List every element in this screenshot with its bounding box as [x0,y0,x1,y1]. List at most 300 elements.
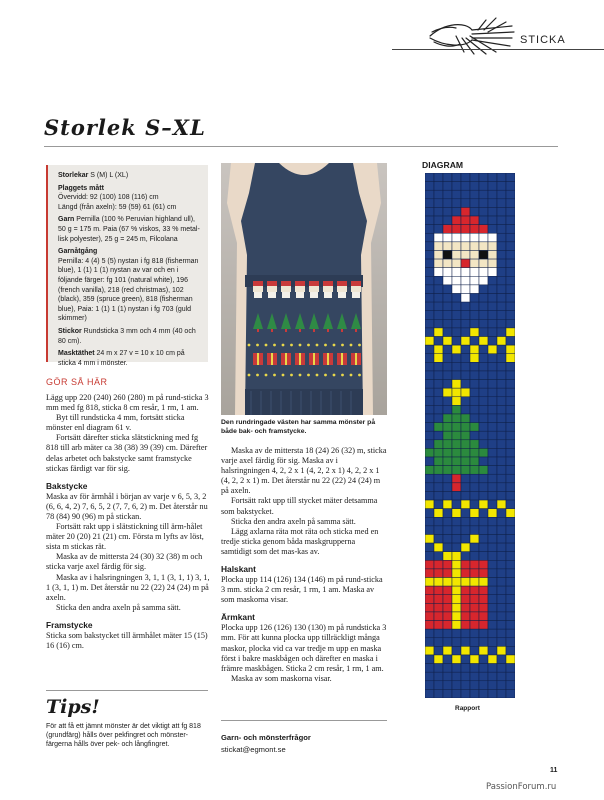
chart-cell [488,603,497,612]
chart-cell [470,328,479,337]
chart-cell [506,207,515,216]
chart-cell [461,466,470,475]
armkant-text [221,623,387,684]
gift-ribbon-motif [299,353,301,365]
chart-cell [470,612,479,621]
knitting-chart [425,173,515,703]
chart-cell [434,380,443,389]
chart-cell [497,182,506,191]
chart-cell [443,517,452,526]
chart-cell [425,595,434,604]
chart-cell [425,664,434,673]
chart-cell [461,646,470,655]
chart-cell [488,543,497,552]
chart-cell [506,509,515,518]
chart-cell [479,586,488,595]
chart-cell [488,431,497,440]
chart-cell [425,646,434,655]
chart-cell [506,638,515,647]
santa-hat-motif [323,281,333,286]
spec-item [58,184,202,213]
chart-cell [470,182,479,191]
chart-cell [470,362,479,371]
chart-cell [470,586,479,595]
chart-cell [506,233,515,242]
chart-cell [488,517,497,526]
chart-cell [425,190,434,199]
chart-cell [497,621,506,630]
chart-cell [506,474,515,483]
chart-cell [470,354,479,363]
chart-cell [506,354,515,363]
tips-text: För att få ett jämnt mönster är det viktigt att fg 818 (grundfärg) hålls över pekfingret och mönster-färgerna hålls över pek- och långfingret. [46,723,201,749]
chart-cell [434,276,443,285]
chart-cell [470,560,479,569]
tree-trunk-motif [257,329,259,332]
chart-cell [506,500,515,509]
chart-cell [434,337,443,346]
chart-cell [425,629,434,638]
chart-cell [425,259,434,268]
chart-cell [443,595,452,604]
chart-cell [425,173,434,182]
chart-cell [434,612,443,621]
chart-cell [479,268,488,277]
chart-cell [425,448,434,457]
chart-cell [461,397,470,406]
chart-cell [497,603,506,612]
chart-cell [434,190,443,199]
chart-cell [452,664,461,673]
chart-cell [488,440,497,449]
chart-cell [425,362,434,371]
chart-cell [443,380,452,389]
chart-cell [506,431,515,440]
framstycke-heading: Framstycke [46,619,93,630]
chart-cell [488,672,497,681]
santa-hat-motif [267,281,277,286]
chart-cell [425,534,434,543]
chart-cell [443,664,452,673]
chart-cell [479,319,488,328]
chart-cell [443,233,452,242]
dot-motif [350,344,353,347]
chart-cell [425,638,434,647]
spec-item [58,327,202,346]
chart-cell [488,552,497,561]
chart-cell [479,423,488,432]
chart-cell [434,560,443,569]
chart-cell [434,474,443,483]
chart-cell [479,276,488,285]
chart-cell [470,293,479,302]
chart-cell [497,268,506,277]
dot-motif [299,374,302,377]
chart-cell [488,345,497,354]
chart-cell [461,689,470,698]
chart-cell [479,552,488,561]
santa-face-motif [253,286,263,292]
chart-cell [443,483,452,492]
chart-cell [443,216,452,225]
chart-cell [461,638,470,647]
chart-cell [479,509,488,518]
chart-cell [452,638,461,647]
chart-cell [452,526,461,535]
paragraph: Plocka upp 126 (126) 130 (130) m på rundsticka 3 mm. För att kunna plocka upp tillräckligt många maskor, plocka vid ca var tredje m upp en maska först i bakre maskbågen och därefter en maska i främre maskbågen. Sticka 2 cm resår, 1 rm, 1 am. [221,623,387,673]
chart-cell [434,466,443,475]
chart-cell [479,199,488,208]
chart-cell [452,242,461,251]
chart-cell [497,646,506,655]
chart-cell [425,371,434,380]
chart-cell [443,354,452,363]
chart-cell [488,216,497,225]
chart-cell [443,311,452,320]
spec-label: Garnåtgång [58,248,98,256]
chart-cell [452,362,461,371]
chart-cell [443,302,452,311]
chart-cell [479,638,488,647]
chart-cell [470,672,479,681]
chart-cell [506,681,515,690]
chart-cell [479,414,488,423]
chart-cell [488,414,497,423]
chart-cell [479,474,488,483]
chart-cell [470,483,479,492]
chart-cell [506,173,515,182]
chart-cell [434,233,443,242]
chart-cell [470,689,479,698]
chart-cell [425,552,434,561]
chart-cell [479,225,488,234]
chart-cell [461,448,470,457]
chart-cell [434,242,443,251]
chart-cell [479,681,488,690]
spec-label: Masktäthet [58,350,95,358]
chart-cell [479,526,488,535]
chart-cell [488,681,497,690]
chart-cell [497,216,506,225]
chart-cell [497,509,506,518]
chart-cell [488,595,497,604]
chart-cell [506,526,515,535]
chart-cell [497,423,506,432]
gift-ribbon-motif [313,353,315,365]
instructions-left-column [46,377,212,651]
title-rule [44,146,558,147]
chart-cell [452,207,461,216]
dot-motif [290,374,293,377]
chart-cell [470,250,479,259]
chart-cell [479,285,488,294]
chart-cell [425,225,434,234]
chart-cell [443,569,452,578]
chart-cell [488,629,497,638]
chart-cell [488,448,497,457]
dot-motif [282,374,285,377]
dot-motif [324,374,327,377]
chart-cell [425,457,434,466]
chart-cell [470,233,479,242]
chart-cell [488,207,497,216]
chart-cell [443,689,452,698]
chart-cell [506,552,515,561]
chart-cell [452,509,461,518]
chart-cell [425,345,434,354]
chart-cell [497,293,506,302]
santa-hat-motif [253,281,263,286]
chart-cell [425,500,434,509]
contact-email-link[interactable]: stickat@egmont.se [221,745,286,754]
chart-cell [488,621,497,630]
chart-cell [488,354,497,363]
tree-trunk-motif [355,329,357,332]
spec-item [58,171,202,181]
chart-cell [425,578,434,587]
santa-face-motif [337,286,347,292]
chart-cell [479,621,488,630]
chart-cell [461,250,470,259]
chart-cell [452,483,461,492]
framstycke-text [46,631,212,651]
chart-cell [434,225,443,234]
chart-cell [488,560,497,569]
chart-cell [434,552,443,561]
chart-cell [506,345,515,354]
chart-cell [425,681,434,690]
chart-cell [461,182,470,191]
chart-cell [425,293,434,302]
chart-cell [470,664,479,673]
chart-cell [434,259,443,268]
chart-cell [506,483,515,492]
chart-cell [443,457,452,466]
chart-cell [479,216,488,225]
chart-cell [425,526,434,535]
chart-cell [452,621,461,630]
chart-cell [443,543,452,552]
santa-face-motif [323,286,333,292]
chart-cell [434,397,443,406]
paragraph: Maska av som maskorna visar. [231,673,332,683]
chart-cell [506,362,515,371]
chart-cell [434,509,443,518]
chart-cell [425,311,434,320]
chart-cell [434,457,443,466]
chart-cell [488,285,497,294]
chart-cell [461,207,470,216]
chart-cell [434,517,443,526]
chart-cell [434,491,443,500]
chart-cell [443,681,452,690]
dot-motif [341,344,344,347]
santa-beard-motif [352,292,360,298]
chart-cell [497,491,506,500]
chart-cell [470,371,479,380]
chart-cell [452,397,461,406]
chart-cell [461,371,470,380]
chart-cell [497,285,506,294]
dot-motif [256,374,259,377]
chart-cell [425,483,434,492]
chart-cell [452,578,461,587]
chart-cell [470,423,479,432]
chart-cell [434,414,443,423]
chart-cell [488,612,497,621]
chart-cell [443,448,452,457]
section-label: STICKA [520,34,566,46]
chart-cell [506,216,515,225]
chart-cell [497,448,506,457]
chart-cell [497,405,506,414]
chart-cell [506,655,515,664]
chart-cell [425,182,434,191]
gift-ribbon-motif [341,353,343,365]
chart-cell [452,311,461,320]
chart-cell [479,569,488,578]
chart-cell [443,328,452,337]
chart-cell [497,371,506,380]
chart-cell [488,578,497,587]
chart-cell [488,225,497,234]
chart-cell [488,337,497,346]
chart-cell [452,182,461,191]
chart-cell [452,457,461,466]
santa-hat-motif [309,281,319,286]
santa-face-motif [351,286,361,292]
chart-cell [497,689,506,698]
chart-cell [470,534,479,543]
chart-cell [452,655,461,664]
chart-cell [443,397,452,406]
chart-cell [470,681,479,690]
chart-cell [497,276,506,285]
chart-cell [479,173,488,182]
chart-cell [479,664,488,673]
chart-cell [461,225,470,234]
dot-motif [299,344,302,347]
chart-cell [470,397,479,406]
bakstycke-text [46,492,212,613]
chart-cell [443,500,452,509]
instructions-middle-column [221,446,387,684]
chart-cell [443,405,452,414]
chart-cell [479,517,488,526]
chart-cell [470,517,479,526]
chart-cell [443,552,452,561]
chart-cell [506,603,515,612]
chart-cell [470,276,479,285]
spec-label: Plaggets mått [58,184,104,192]
specs-box [46,165,208,367]
chart-cell [488,646,497,655]
dot-motif [265,374,268,377]
tree-trunk-motif [341,329,343,332]
tree-trunk-motif [299,329,301,332]
spec-value: Övervidd: 92 (100) 108 (116) cm Längd (från axeln): 59 (59) 61 (61) cm [58,194,177,211]
chart-cell [443,173,452,182]
chart-cell [497,225,506,234]
chart-cell [497,638,506,647]
chart-cell [506,285,515,294]
chart-cell [443,259,452,268]
chart-cell [443,440,452,449]
chart-cell [461,543,470,552]
chart-cell [470,388,479,397]
dot-motif [282,344,285,347]
chart-cell [443,534,452,543]
chart-cell [461,474,470,483]
tree-trunk-motif [313,329,315,332]
chart-cell [506,560,515,569]
chart-cell [452,337,461,346]
chart-cell [461,672,470,681]
chart-cell [497,233,506,242]
chart-cell [434,182,443,191]
chart-cell [479,560,488,569]
watermark: PassionForum.ru [486,782,557,792]
chart-cell [452,431,461,440]
chart-cell [452,388,461,397]
chart-cell [497,534,506,543]
chart-cell [479,483,488,492]
chart-cell [488,242,497,251]
chart-cell [479,380,488,389]
chart-cell [443,621,452,630]
chart-cell [497,199,506,208]
chart-cell [425,216,434,225]
chart-cell [461,345,470,354]
chart-cell [452,259,461,268]
chart-cell [470,199,479,208]
chart-cell [425,285,434,294]
chart-cell [470,431,479,440]
chart-cell [443,345,452,354]
chart-cell [488,276,497,285]
chart-cell [470,578,479,587]
chart-cell [452,603,461,612]
chart-cell [461,526,470,535]
chart-cell [506,646,515,655]
chart-cell [452,595,461,604]
chart-cell [434,629,443,638]
yarn-skein-icon [426,16,516,61]
chart-cell [425,474,434,483]
spec-item [58,215,202,244]
chart-cell [425,569,434,578]
chart-cell [452,250,461,259]
gift-ribbon-motif [327,353,329,365]
chart-cell [497,595,506,604]
chart-cell [461,259,470,268]
chart-cell [488,689,497,698]
chart-cell [497,466,506,475]
page-title: Storlek S–XL [44,115,206,140]
chart-cell [470,345,479,354]
spec-label: Garn [58,216,75,224]
chart-cell [479,672,488,681]
chart-cell [443,466,452,475]
chart-cell [461,362,470,371]
chart-cell [461,586,470,595]
chart-cell [470,509,479,518]
chart-cell [497,337,506,346]
chart-cell [461,337,470,346]
chart-cell [443,578,452,587]
paragraph: Lägg upp 220 (240) 260 (280) m på rund-sticka 3 mm med fg 818, sticka 8 cm resår, 1 rm, 1 am. [46,393,209,413]
chart-cell [488,638,497,647]
